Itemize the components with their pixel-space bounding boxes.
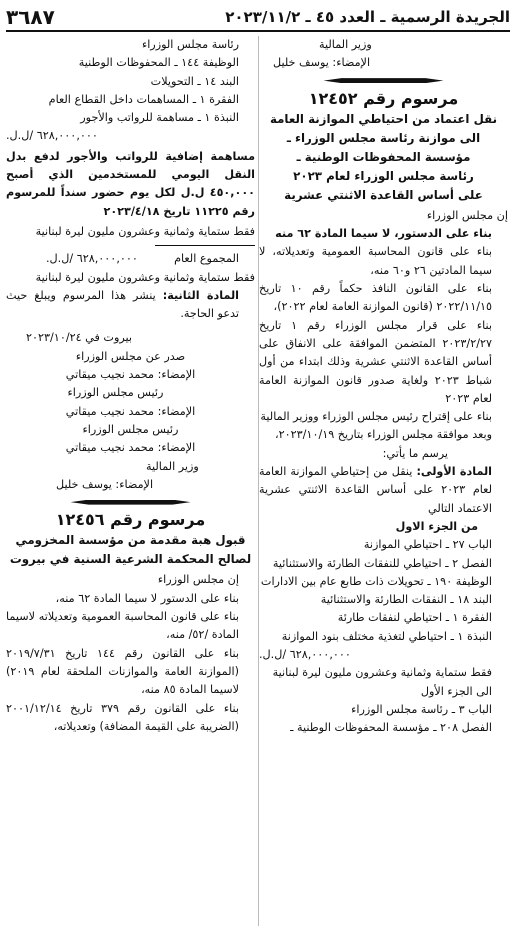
- signature-title: رئيس مجلس الوزراء: [82, 422, 179, 436]
- page-number: ٣٦٨٧: [6, 5, 55, 29]
- budget-line: الفقرة ١ ـ المساهمات داخل القطاع العام: [48, 92, 239, 106]
- gazette-header-title: الجريدة الرسمية ـ العدد ٤٥ ـ ٢٠٢٣/١١/٢: [225, 8, 510, 26]
- budget-line: الفصل ٢ ـ احتياطي للنفقات الطارئة والاستثنائية: [272, 556, 492, 570]
- article-text: ينقل من إحتياطي الموازنة العامة لعام ٢٠٢٣ على أساس القاعدة الاثنتي عشرية الاعتماد التالي: [259, 465, 492, 515]
- budget-line: النبذة ١ ـ مساهمة للرواتب والأجور: [80, 111, 239, 125]
- grand-total-value: ٦٢٨,٠٠٠,٠٠٠ /ل.ل.: [46, 252, 138, 266]
- article-label: المادة الأولى:: [416, 465, 493, 479]
- decree-subject-line: الى موازنة رئاسة مجلس الوزراء ـ: [286, 130, 481, 145]
- article-label: المادة الثانية:: [162, 288, 239, 302]
- signature-name: الإمضاء: محمد نجيب ميقاتي: [65, 368, 196, 382]
- amount-purpose: مساهمة إضافية للرواتب والأجور لدفع بدل النقل اليومي للمستخدمين الذي أصبح ٤٥٠,٠٠٠ ل.ل لكل يوم حضور سنداً للمرسوم رقم ١١٢٢٥ تاريخ ٢٠٢٣/٤/١٨: [6, 149, 255, 218]
- signature-name: الإمضاء: محمد نجيب ميقاتي: [65, 404, 196, 418]
- article-2: [6, 287, 255, 324]
- amount-in-words: فقط ستماية وثمانية وعشرون مليون ليرة لبنانية: [272, 666, 492, 680]
- issued-by: صدر عن مجلس الوزراء: [75, 349, 186, 363]
- total-in-words: فقط ستماية وثمانية وعشرون مليون ليرة لبنانية: [35, 270, 255, 284]
- budget-line: البند ١٤ ـ التحويلات: [150, 74, 239, 88]
- article-text: ينشر هذا المرسوم ويبلغ حيث تدعو الحاجة.: [6, 288, 239, 321]
- decree-subject-line: نقل اعتماد من احتياطي الموازنة العامة: [269, 111, 498, 126]
- left-column: [6, 36, 255, 736]
- budget-line: الباب ٢٧ ـ احتياطي الموازنة: [363, 538, 492, 552]
- decree-basis: وبعد موافقة مجلس الوزراء بتاريخ ٢٠٢٣/١٠/١٩،: [275, 428, 492, 442]
- article-1: [259, 463, 508, 518]
- decree-basis: بناء على القانون رقم ١٤٤ تاريخ ٢٠١٩/٧/٣١ (الموازنة العامة والموازنات الملحقة لعام ٢٠١٩) لاسيما المادة ٨٥ منه،: [6, 646, 239, 697]
- part-title: الى الجزء الأول: [420, 684, 492, 698]
- signature-name: الإمضاء: يوسف خليل: [273, 56, 371, 70]
- budget-line: رئاسة مجلس الوزراء: [141, 38, 239, 51]
- decree-basis: بناء على إقتراح رئيس مجلس الوزراء ووزير المالية: [260, 410, 492, 424]
- decree-subject-line: على أساس القاعدة الاثنتي عشرية: [284, 187, 483, 202]
- decree-enactment: يرسم ما يأتي:: [382, 446, 448, 460]
- amount-in-words: فقط ستماية وثمانية وعشرون مليون ليرة لبنانية: [35, 224, 255, 238]
- decree-basis: بناء على قانون المحاسبة العمومية وتعديلاته لاسيما المادة /٥٢/ منه،: [6, 610, 239, 642]
- decree-basis: بناء على القانون النافذ حكماً رقم ١٠ تاريخ ٢٠٢٢/١١/١٥ (قانون الموازنة العامة لعام ٢٠٢٢)،: [259, 282, 492, 314]
- decree-subject-line: لصالح المحكمة الشرعية السنية في بيروت: [9, 552, 252, 567]
- decree-basis: بناء على القانون رقم ٣٧٩ تاريخ ٢٠٠١/١٢/١٤ (الضريبة على القيمة المضافة) وتعديلاته،: [6, 701, 239, 733]
- signature-name: الإمضاء: محمد نجيب ميقاتي: [65, 441, 196, 455]
- decree-issuer: إن مجلس الوزراء: [426, 208, 508, 222]
- decree-date: بيروت في ٢٠٢٣/١٠/٢٤: [26, 331, 133, 345]
- amount: ٦٢٨,٠٠٠,٠٠٠ /ل.ل.: [6, 129, 98, 143]
- decree-issuer: إن مجلس الوزراء: [157, 573, 239, 587]
- section-separator: [259, 75, 508, 87]
- signature-title: وزير المالية: [146, 459, 199, 473]
- budget-line: النبذة ١ ـ احتياطي لتغذية مختلف بنود الموازنة: [281, 629, 492, 643]
- part-title: من الجزء الاول: [395, 519, 478, 533]
- budget-line: البند ١٨ ـ النفقات الطارئة والاستثنائية: [320, 593, 492, 607]
- signature-title: رئيس مجلس الوزراء: [67, 386, 164, 400]
- budget-line: الفقرة ١ ـ احتياطي لنفقات طارئة: [337, 611, 492, 625]
- budget-line: الوظيفة ١٩٠ ـ تحويلات ذات طابع عام بين الادارات: [260, 574, 492, 588]
- budget-line: الوظيفة ١٤٤ ـ المحفوظات الوطنية: [78, 56, 239, 70]
- grand-total-row: [6, 250, 255, 268]
- amount: ٦٢٨,٠٠٠,٠٠٠ /ل.ل.: [259, 648, 351, 662]
- decree-subject-line: رئاسة مجلس الوزراء لعام ٢٠٢٣: [293, 168, 474, 183]
- decree-basis: بناء على قرار مجلس الوزراء رقم ١ تاريخ ٢٠٢٣/٢/٢٧ المتضمن الموافقة على الانفاق على أساس القاعدة الاثنتي عشرية وذلك ابتداء من أول شباط ٢٠٢٣ ولغاية صدور قانون الموازنة العامة لعام ٢٠٢٣: [259, 318, 492, 405]
- signature-title: وزير المالية: [319, 38, 372, 51]
- decree-basis: بناء على قانون المحاسبة العمومية وتعديلاته، لا سيما المادتين ٢٦ و٦٠ منه،: [259, 245, 492, 277]
- budget-line: الفصل ٢٠٨ ـ مؤسسة المحفوظات الوطنية ـ: [290, 721, 492, 735]
- total-rule: [155, 245, 255, 246]
- right-column: [259, 36, 508, 738]
- page-header: [6, 4, 510, 32]
- decree-title: مرسوم رقم ١٢٤٥٦: [55, 510, 206, 530]
- decree-subject-line: مؤسسة المحفوظات الوطنية ـ: [296, 149, 471, 164]
- grand-total-label: المجموع العام: [174, 252, 239, 266]
- budget-line: الباب ٣ ـ رئاسة مجلس الوزراء: [351, 702, 492, 716]
- decree-title: مرسوم رقم ١٢٤٥٢: [308, 88, 459, 108]
- decree-subject-line: قبول هبة مقدمة من مؤسسة المخزومي: [15, 533, 246, 548]
- decree-basis: بناء على الدستور، لا سيما المادة ٦٢ منه: [275, 227, 492, 241]
- section-separator: [6, 496, 255, 508]
- signature-name: الإمضاء: يوسف خليل: [56, 477, 154, 491]
- decree-basis: بناء على الدستور لا سيما المادة ٦٢ منه،: [55, 591, 239, 605]
